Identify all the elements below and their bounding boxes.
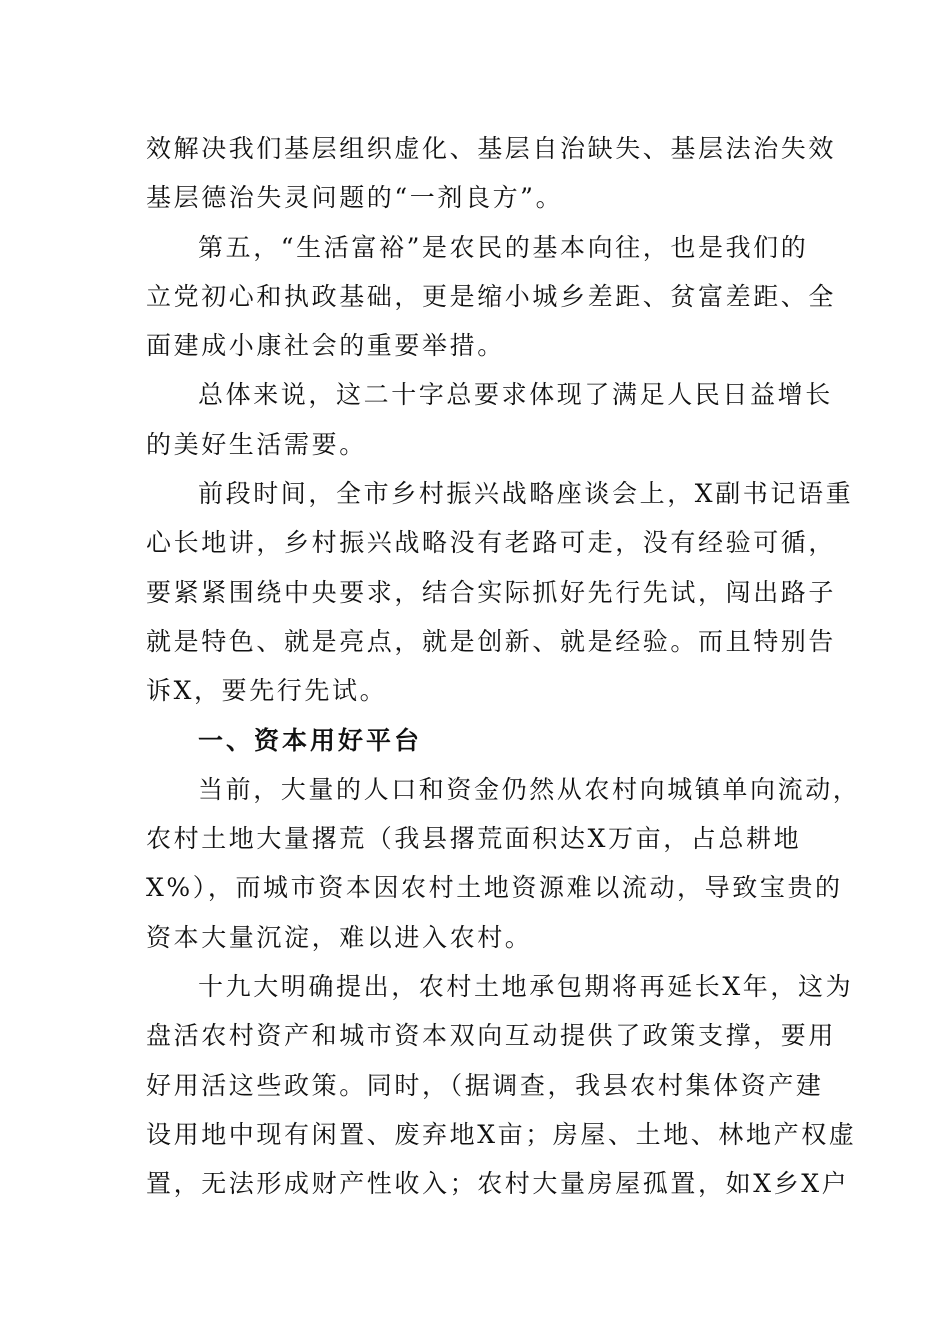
paragraph-line: 面建成小康社会的重要举措。 bbox=[146, 331, 505, 361]
paragraph-line: 心长地讲，乡村振兴战略没有老路可走，没有经验可循， bbox=[146, 528, 837, 558]
paragraph-line: 诉X，要先行先试。 bbox=[146, 676, 388, 706]
body-text bbox=[146, 124, 861, 1209]
paragraph-line: X%），而城市资本因农村土地资源难以流动，导致宝贵的 bbox=[146, 873, 843, 903]
paragraph-line: 农村土地大量撂荒（我县撂荒面积达X万亩，占总耕地 bbox=[146, 824, 802, 854]
paragraph-line: 好用活这些政策。同时，（据调查，我县农村集体资产建 bbox=[146, 1070, 824, 1100]
paragraph-line: 就是特色、就是亮点，就是创新、就是经验。而且特别告 bbox=[146, 626, 837, 656]
paragraph-line: 的美好生活需要。 bbox=[146, 429, 367, 459]
paragraph-line: 资本大量沉淀，难以进入农村。 bbox=[146, 922, 533, 952]
paragraph-line: 置，无法形成财产性收入；农村大量房屋孤置，如X乡X户 bbox=[146, 1169, 850, 1199]
paragraph-line: 要紧紧围绕中央要求，结合实际抓好先行先试，闯出路子 bbox=[146, 577, 837, 607]
paragraph-line: 当前，大量的人口和资金仍然从农村向城镇单向流动， bbox=[198, 774, 861, 804]
paragraph-line: 基层德治失灵问题的“一剂良方”。 bbox=[146, 183, 564, 213]
paragraph-line: 盘活农村资产和城市资本双向互动提供了政策支撑，要用 bbox=[146, 1021, 837, 1051]
paragraph-line: 效解决我们基层组织虚化、基层自治缺失、基层法治失效 bbox=[146, 134, 837, 163]
paragraph-line: 十九大明确提出，农村土地承包期将再延长X年，这为 bbox=[198, 972, 854, 1002]
paragraph-line: 总体来说，这二十字总要求体现了满足人民日益增长 bbox=[198, 380, 833, 410]
section-heading: 一、资本用好平台 bbox=[198, 725, 423, 755]
paragraph-line: 设用地中现有闲置、废弃地X亩；房屋、土地、林地产权虚 bbox=[146, 1119, 857, 1149]
paragraph-line: 立党初心和执政基础，更是缩小城乡差距、贫富差距、全 bbox=[146, 281, 837, 311]
paragraph-line: 第五，“生活富裕”是农民的基本向往，也是我们的 bbox=[198, 232, 809, 262]
paragraph-line: 前段时间，全市乡村振兴战略座谈会上，X副书记语重 bbox=[198, 479, 854, 509]
